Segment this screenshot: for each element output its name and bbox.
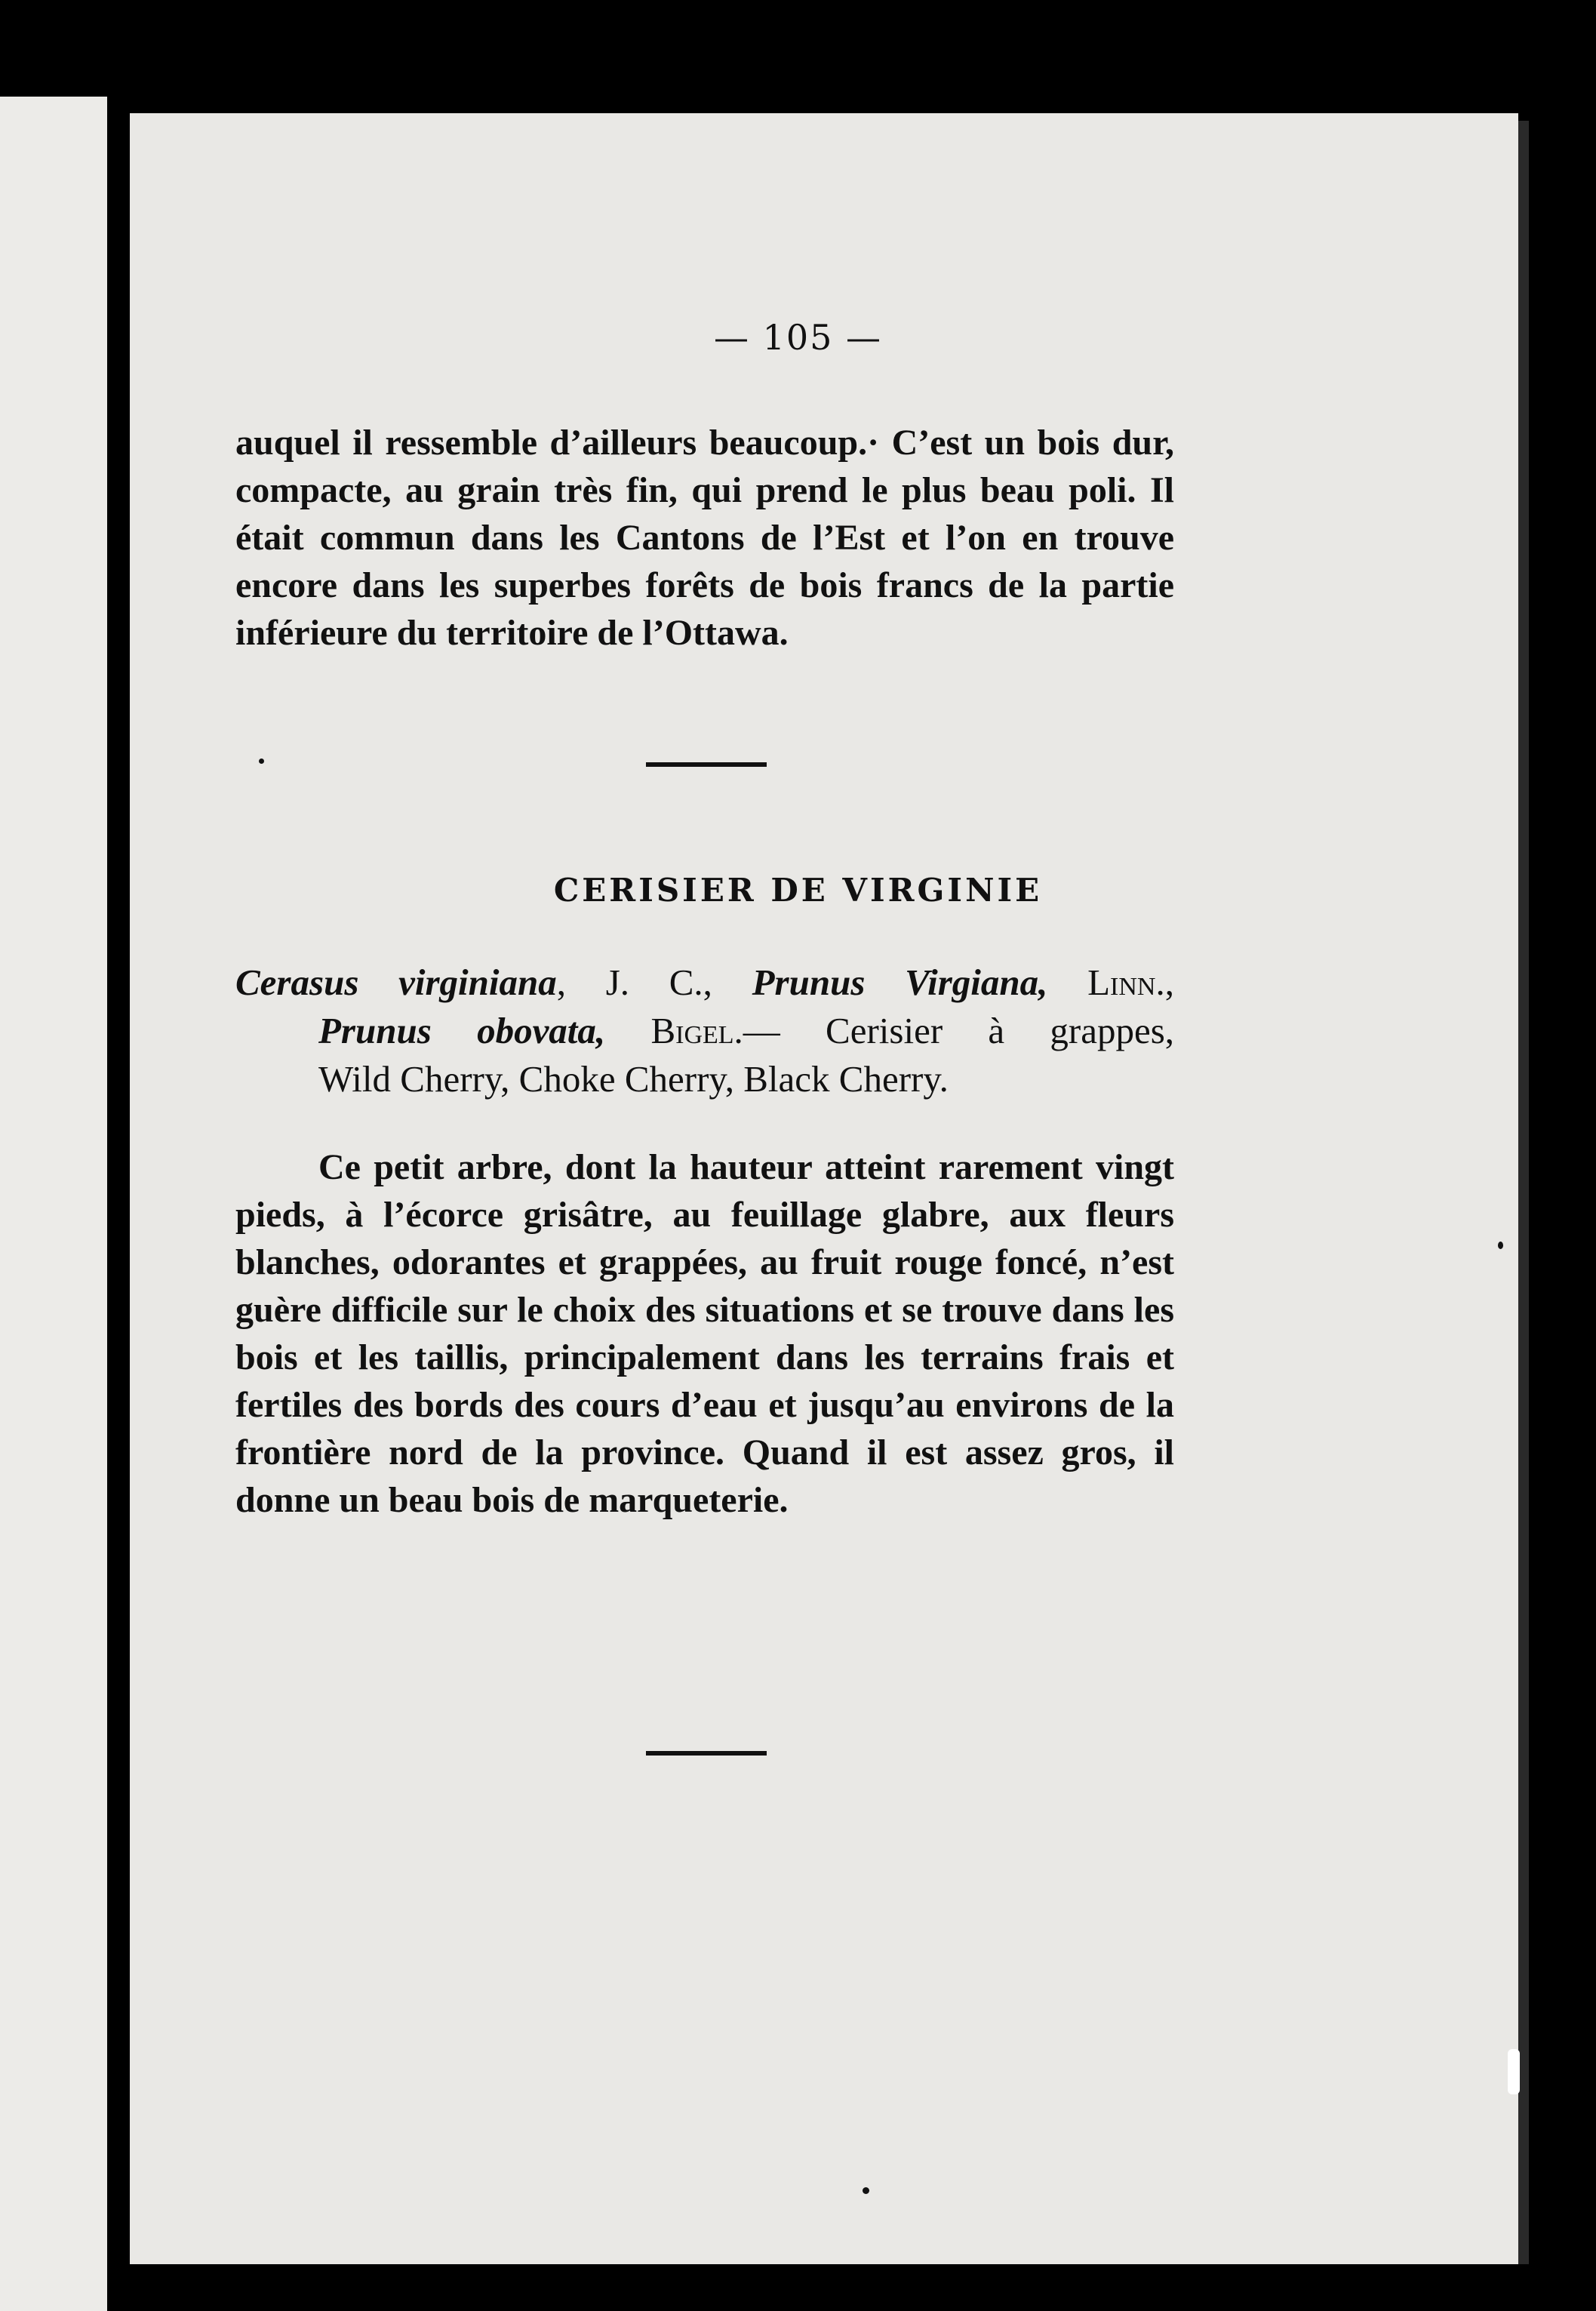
previous-page-edge	[0, 97, 107, 2311]
main-paragraph: Ce petit arbre, dont la hauteur atteint rarement vingt pieds, à l’écorce grisâtre, au feuillage glabre, aux fleurs blanches, odorantes et grappées, au fruit rouge foncé, n’est guère difficile sur le choix des situations et se trouve dans les bois et les taillis, principalement dans les terrains frais et fertiles des bords des cours d’eau et jusqu’au environs de la frontière nord de la province. Quand il est assez gros, il donne un beau bois de marqueterie.	[235, 1147, 1174, 1520]
section-heading: CERISIER DE VIRGINIE	[553, 872, 1043, 909]
latin-name: Prunus Virgiana,	[752, 962, 1048, 1003]
scan-artifact	[1508, 2049, 1520, 2094]
authority: Linn.,	[1087, 962, 1174, 1003]
continuation-paragraph: auquel il ressemble d’ailleurs beaucoup.· C’est un bois dur, compacte, au grain très fin, qui prend le plus beau poli. Il était commun dans les Cantons de l’Est et l’on en trouve encore dans les superbes forêts de bois francs de la partie inférieure du territoire de l’Ottawa.	[235, 423, 1174, 653]
latin-name: Prunus obovata,	[318, 1010, 606, 1051]
page-edge-shadow	[1518, 121, 1529, 2264]
synonyms-line-3: Wild Cherry, Choke Cherry, Black Cherry.	[318, 1058, 949, 1100]
authority: J. C.,	[605, 962, 712, 1003]
continuation-paragraph-block	[235, 419, 1174, 657]
common-name: — Cerisier à grappes,	[743, 1010, 1175, 1051]
page-number: — 105 —	[713, 317, 883, 358]
main-paragraph-block	[235, 1143, 1174, 1524]
scan-speck	[259, 759, 264, 764]
section-divider-bottom	[646, 1751, 767, 1756]
synonyms-block	[235, 959, 1174, 1103]
synonyms-line-1: Cerasus virginiana, J. C., Prunus Virgiana, Linn.,	[235, 962, 1174, 1003]
synonyms-line-2	[235, 1007, 1174, 1055]
authority: Bigel.	[650, 1010, 743, 1051]
section-divider-top	[646, 762, 767, 767]
scan-speck	[863, 2187, 869, 2194]
scan-speck	[1498, 1242, 1503, 1249]
latin-name: Cerasus virginiana	[235, 962, 557, 1003]
